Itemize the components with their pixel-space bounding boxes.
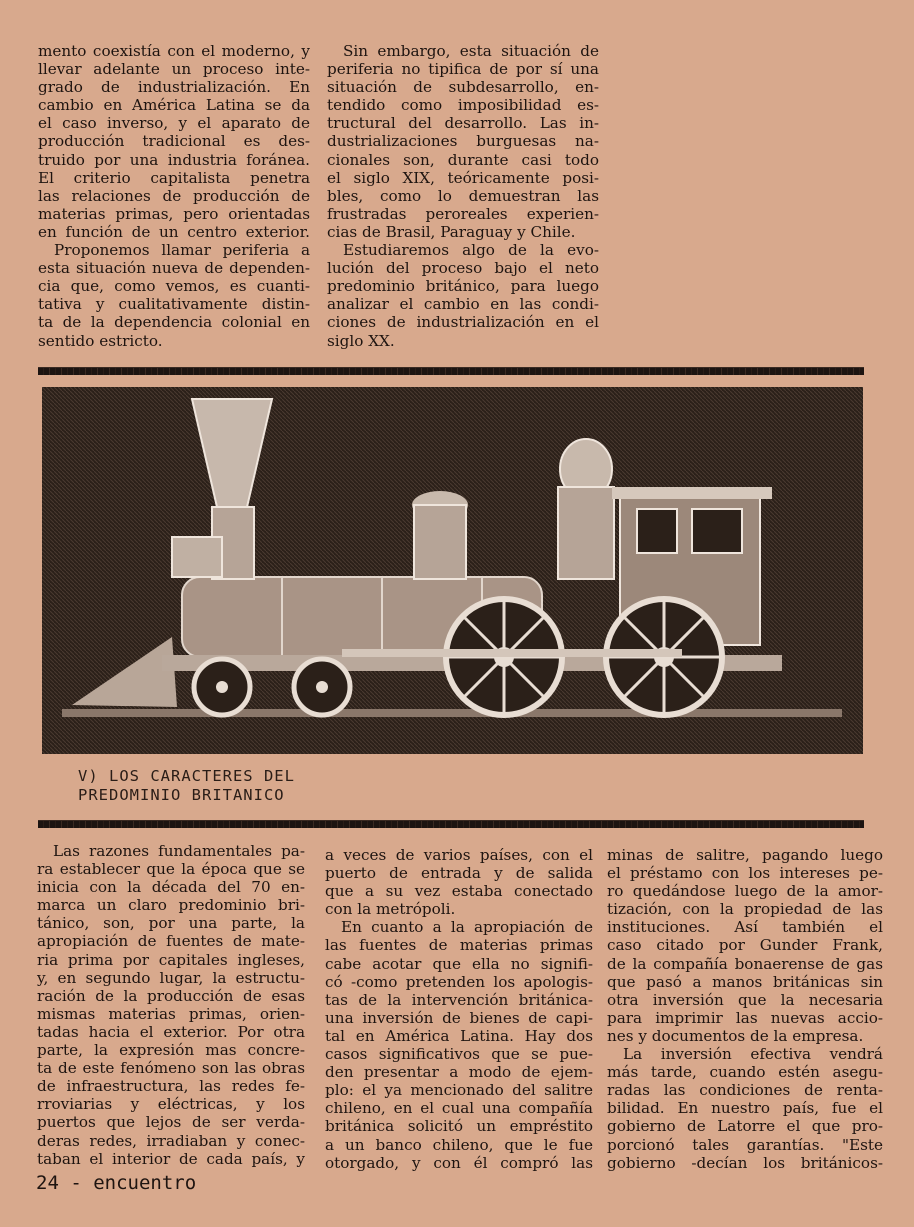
text-line: ta de este fenómeno son las obras <box>37 1059 305 1078</box>
text-line: otra inversión que la necesaria <box>607 990 883 1009</box>
bottom-text-column-1 <box>37 842 305 1168</box>
text-line: a veces de varios países, con el <box>325 846 593 864</box>
text-line: puerto de entrada y de salida <box>325 864 593 883</box>
text-line: minas de salitre, pagando luego <box>607 846 883 864</box>
text-line: marca un claro predominio bri- <box>37 896 305 915</box>
text-line: sentido estricto. <box>38 331 163 350</box>
text-line: radas las condiciones de renta- <box>607 1081 883 1100</box>
text-line: parte, la expresión mas concre- <box>37 1041 305 1060</box>
section-heading <box>78 767 295 805</box>
text-line: tal en América Latina. Hay dos <box>325 1026 593 1045</box>
text-line: periferia no tipifica de por sí una <box>327 60 599 79</box>
text-line: ria prima por capitales ingleses, <box>37 950 305 969</box>
text-line: cias de Brasil, Paraguay y Chile. <box>327 222 576 241</box>
text-line: den presentar a modo de ejem- <box>325 1063 593 1082</box>
text-line: En cuanto a la apropiación de <box>341 918 593 937</box>
text-line: gobierno -decían los británicos- <box>607 1153 883 1172</box>
text-line: situación de subdesarrollo, en- <box>327 78 599 97</box>
text-line: nes y documentos de la empresa. <box>607 1026 864 1045</box>
text-line: chileno, en el cual una compañía <box>325 1099 593 1118</box>
text-line: siglo XX. <box>327 331 395 350</box>
text-line: que pasó a manos británicas sin <box>607 972 883 991</box>
locomotive-engraving <box>42 387 863 754</box>
text-line: tización, con la propiedad de las <box>607 900 883 919</box>
section-heading-line-1: V) LOS CARACTERES DEL <box>78 767 295 785</box>
text-line: y, en segundo lugar, la estructu- <box>37 968 305 987</box>
text-line: cambio en América Latina se da <box>38 96 310 115</box>
text-line: tructural del desarrollo. Las in- <box>327 114 599 133</box>
text-line: cia que, como vemos, es cuanti- <box>38 277 310 296</box>
text-line: grado de industrialización. En <box>38 78 310 97</box>
top-right-text-column <box>327 42 599 350</box>
bottom-text-column-2 <box>325 846 593 1172</box>
top-left-text-column <box>38 42 310 350</box>
text-line: a un banco chileno, que le fue <box>325 1135 593 1154</box>
text-line: cabe acotar que ella no signifi- <box>325 954 593 973</box>
text-line: caso citado por Gunder Frank, <box>607 936 883 955</box>
text-line: las fuentes de materias primas <box>325 936 593 955</box>
text-line: en función de un centro exterior. <box>38 222 310 241</box>
text-line: frustradas peroreales experien- <box>327 204 599 223</box>
bottom-divider-rule <box>38 820 864 828</box>
text-line: truido por una industria foránea. <box>38 150 310 169</box>
text-line: tadas hacia el exterior. Por otra <box>37 1022 305 1041</box>
text-line: ración de la producción de esas <box>37 986 305 1005</box>
text-line: puertos que lejos de ser verda- <box>37 1113 305 1132</box>
text-line: analizar el cambio en las condi- <box>327 295 599 314</box>
text-line: materias primas, pero orientadas <box>38 204 310 223</box>
text-line: de la compañía bonaerense de gas <box>607 954 883 973</box>
section-heading-line-2: PREDOMINIO BRITANICO <box>78 786 285 804</box>
text-line: mento coexistía con el moderno, y <box>38 42 310 60</box>
text-line: lución del proceso bajo el neto <box>327 259 599 278</box>
text-line: llevar adelante un proceso inte- <box>38 60 310 79</box>
text-line: bilidad. En nuestro país, fue el <box>607 1099 883 1118</box>
text-line: tativa y cualitativamente distin- <box>38 295 310 314</box>
text-line: dustrializaciones burguesas na- <box>327 132 599 151</box>
locomotive-illustration <box>42 387 863 754</box>
text-line: más tarde, cuando estén asegu- <box>607 1063 883 1082</box>
text-line: esta situación nueva de dependen- <box>38 259 310 278</box>
text-line: rroviarias y eléctricas, y los <box>37 1095 305 1114</box>
text-line: tánico, son, por una parte, la <box>37 914 305 933</box>
text-line: las relaciones de producción de <box>38 186 310 205</box>
text-line: el caso inverso, y el aparato de <box>38 114 310 133</box>
text-line: otorgado, y con él compró las <box>325 1153 593 1172</box>
text-line: tas de la intervención británica- <box>325 990 593 1009</box>
text-line: gobierno de Latorre el que pro- <box>607 1117 883 1136</box>
text-line: casos significativos que se pue- <box>325 1045 593 1064</box>
bottom-text-column-3 <box>607 846 883 1172</box>
text-line: Estudiaremos algo de la evo- <box>343 241 599 260</box>
text-line: para imprimir las nuevas accio- <box>607 1008 883 1027</box>
text-line: có -como pretenden los apologis- <box>325 972 593 991</box>
text-line: producción tradicional es des- <box>38 132 310 151</box>
text-line: inicia con la década del 70 en- <box>37 878 305 897</box>
text-line: el préstamo con los intereses pe- <box>607 864 883 883</box>
text-line: instituciones. Así también el <box>607 918 883 937</box>
text-line: que a su vez estaba conectado <box>325 882 593 901</box>
text-line: cionales son, durante casi todo <box>327 150 599 169</box>
top-divider-rule <box>38 367 864 375</box>
text-line: británica solicitó un empréstito <box>325 1117 593 1136</box>
text-line: deras redes, irradiaban y conec- <box>37 1131 305 1150</box>
text-line: plo: el ya mencionado del salitre <box>325 1081 593 1100</box>
text-line: el siglo XIX, teóricamente posi- <box>327 168 599 187</box>
page-footer: 24 - encuentro <box>36 1172 197 1194</box>
text-line: apropiación de fuentes de mate- <box>37 932 305 951</box>
text-line: ciones de industrialización en el <box>327 313 599 332</box>
text-line: predominio británico, para luego <box>327 277 599 296</box>
text-line: con la metrópoli. <box>325 900 456 919</box>
text-line: de infraestructura, las redes fe- <box>37 1077 305 1096</box>
text-line: ro quedándose luego de la amor- <box>607 882 883 901</box>
text-line: La inversión efectiva vendrá <box>623 1045 883 1064</box>
text-line: bles, como lo demuestran las <box>327 186 599 205</box>
text-line: taban el interior de cada país, y <box>37 1149 305 1168</box>
text-line: ra establecer que la época que se <box>37 860 305 879</box>
text-line: tendido como imposibilidad es- <box>327 96 599 115</box>
text-line: ta de la dependencia colonial en <box>38 313 310 332</box>
text-line: porcionó tales garantías. "Este <box>607 1135 883 1154</box>
text-line: Proponemos llamar periferia a <box>54 241 310 260</box>
text-line: Sin embargo, esta situación de <box>343 42 599 60</box>
text-line: Las razones fundamentales pa- <box>53 842 305 860</box>
text-line: una inversión de bienes de capi- <box>325 1008 593 1027</box>
text-line: El criterio capitalista penetra <box>38 168 310 187</box>
text-line: mismas materias primas, orien- <box>37 1004 305 1023</box>
